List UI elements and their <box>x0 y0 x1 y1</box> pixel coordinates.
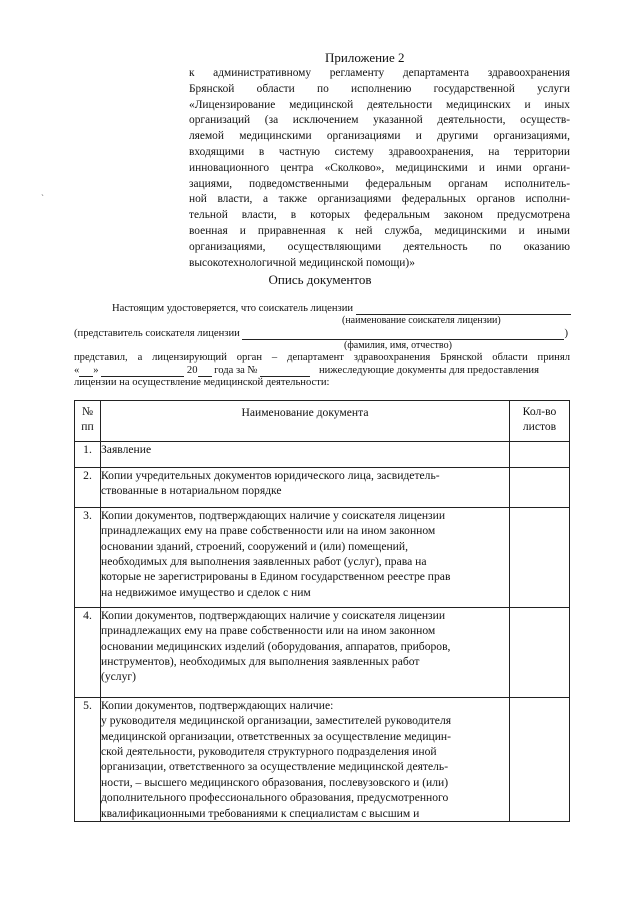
row-document-line: основании медицинских изделий (оборудования, аппаратов, приборов, <box>101 639 451 653</box>
row-number: 1. <box>75 441 101 467</box>
row-sheet-count[interactable] <box>510 697 570 821</box>
regulation-line: зациями, подведомственными федеральным органам исполнитель- <box>189 177 570 190</box>
header-number <box>75 401 101 442</box>
table-row <box>75 441 570 467</box>
regulation-line: ляемой медицинскими организациями и другими организациями, <box>189 130 570 143</box>
representative-suffix: ) <box>564 328 569 339</box>
form-line-accepted: представил, а лицензирующий орган – департамент здравоохранения Брянской области принял <box>74 352 570 363</box>
regulation-line: входящими в частную систему здравоохранения, на территории <box>189 145 570 158</box>
regulation-reference <box>189 66 570 271</box>
row-document-line: ности, – высшего медицинского образования, послевузовского и (или) <box>101 775 449 789</box>
row-sheet-count[interactable] <box>510 467 570 507</box>
header-sheets-label: Кол-во листов <box>522 405 557 434</box>
regulation-line: тельной власти, в которых федеральным законом предусмотрена <box>189 209 570 222</box>
row-number: 2. <box>75 467 101 507</box>
document-heading: Опись документов <box>268 272 372 287</box>
row-document-line: принадлежащих ему на праве собственности или на ином законном <box>101 524 436 538</box>
documents-table <box>74 400 570 822</box>
regulation-line: организаций (за исключением указанной деятельности, осуществ- <box>189 114 570 127</box>
quote-close: » <box>93 365 99 376</box>
row-sheet-count[interactable] <box>510 507 570 607</box>
row-document-line: (услуг) <box>101 670 137 684</box>
appendix-title: Приложение 2 <box>325 50 405 65</box>
row-document-line: инструментов), необходимых для выполнения заявленных работ <box>101 655 420 669</box>
regulation-line: организациями, осуществляющими деятельность по оказанию <box>189 240 570 253</box>
header-document-name <box>101 401 510 442</box>
row-number: 5. <box>75 697 101 821</box>
row-document-line: организации, ответственного за осуществление медицинской деятель- <box>101 760 449 774</box>
form-line-representative <box>74 327 568 340</box>
table-row <box>75 607 570 697</box>
year-prefix: 20 <box>186 365 198 376</box>
regulation-line: высокотехнологичной медицинской помощи)» <box>189 256 415 269</box>
regulation-line: «Лицензирование медицинской деятельности медицинских и иных <box>189 98 570 111</box>
row-document-name <box>101 467 510 507</box>
row-document-line: Копии документов, подтверждающих наличие у соискателя лицензии <box>101 508 446 522</box>
header-sheets <box>510 401 570 442</box>
row-number: 3. <box>75 507 101 607</box>
representative-prefix: (представитель соискателя лицензии <box>74 328 240 339</box>
row-number: 4. <box>75 607 101 697</box>
row-document-line: медицинской организации, ответственных за осуществление медицин- <box>101 729 451 743</box>
table-row <box>75 697 570 821</box>
row-document-line: у руководителя медицинской организации, заместителей руководителя <box>101 714 452 728</box>
row-document-line: на недвижимое имущество и сделок с ним <box>101 585 311 599</box>
row-sheet-count[interactable] <box>510 607 570 697</box>
table-row <box>75 467 570 507</box>
representative-name-field[interactable] <box>242 328 564 340</box>
row-document-line: дополнительного профессионального образования, предусмотренного <box>101 791 449 805</box>
table-header-row <box>75 401 570 442</box>
row-document-name <box>101 697 510 821</box>
regulation-line: ной власти, а также организациями федеральных органов исполни- <box>189 193 570 206</box>
header-number-label: № пп <box>81 405 94 434</box>
row-document-line: Заявление <box>101 442 152 456</box>
row-document-line: квалификационными требованиями к специалистам с высшим и <box>101 806 420 820</box>
row-document-name <box>101 507 510 607</box>
applicant-name-field[interactable] <box>356 303 571 315</box>
row-document-line: ствованные в нотариальном порядке <box>101 484 282 498</box>
row-document-name <box>101 607 510 697</box>
year-number-label: года за № <box>214 365 258 376</box>
applicant-prefix: Настоящим удостоверяется, что соискатель лицензии <box>112 303 354 314</box>
row-sheet-count[interactable] <box>510 441 570 467</box>
row-document-line: которые не зарегистрированы в Едином государственном реестре прав <box>101 570 451 584</box>
form-line-purpose: лицензии на осуществление медицинской деятельности: <box>74 377 330 388</box>
date-line-tail: нижеследующие документы для предоставления <box>318 365 539 376</box>
row-document-line: основании зданий, строений, сооружений и (или) помещений, <box>101 539 408 553</box>
row-document-name <box>101 441 510 467</box>
regulation-line: инновационного центра «Сколково», медицинскими и инми органи- <box>189 161 570 174</box>
row-document-line: Копии документов, подтверждающих наличие у соискателя лицензии <box>101 608 446 622</box>
scan-artifact: ˋ <box>41 193 44 203</box>
regulation-line: к административному регламенту департамента здравоохранения <box>189 67 570 79</box>
row-document-line: необходимых для выполнения заявленных работ (услуг), права на <box>101 555 427 569</box>
quote-open: « <box>74 365 80 376</box>
form-line-applicant <box>112 302 571 315</box>
row-document-line: Копии учредительных документов юридического лица, засвидетель- <box>101 468 440 482</box>
caption-applicant: (наименование соискателя лицензии) <box>342 315 501 326</box>
row-document-line: ской деятельности, руководителя структурного подразделения иной <box>101 745 437 759</box>
caption-representative: (фамилия, имя, отчество) <box>344 340 452 351</box>
header-document-name-label: Наименование документа <box>241 406 369 419</box>
table-row <box>75 507 570 607</box>
regulation-line: военная и приравненная к ней служба, медицинскими и иными <box>189 224 570 237</box>
row-document-line: принадлежащих ему на праве собственности или на ином законном <box>101 624 436 638</box>
regulation-line: Брянской области по исполнению государственной услуги <box>189 82 570 95</box>
row-document-line: Копии документов, подтверждающих наличие: <box>101 698 334 712</box>
